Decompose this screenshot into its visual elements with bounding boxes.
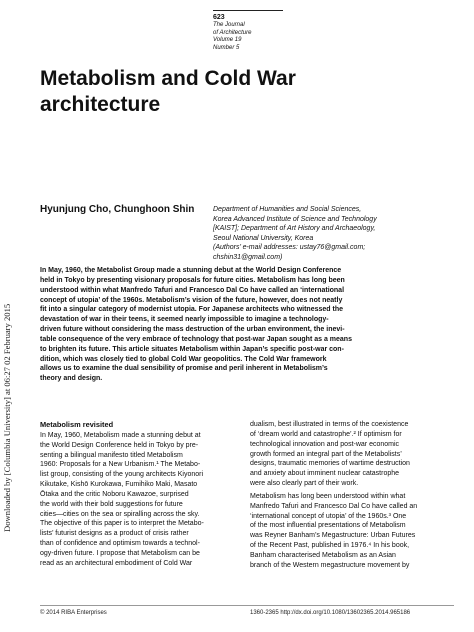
abstract-line: concept of utopia’ of the 1960s. Metabolism’s vision of the future, however, does not neatly: [40, 296, 343, 304]
title-line: Metabolism and Cold War: [40, 67, 296, 90]
abstract-line: devastation of war in their teens, it seemed nearly impossible to imagine a technology-: [40, 316, 329, 324]
article-title: [40, 66, 460, 118]
download-note-text: Downloaded by [Columbia University] at 06:27 02 February 2015: [2, 303, 12, 532]
body-line: of ‘dream world and catastrophe’.² If optimism for: [250, 430, 402, 438]
download-watermark: [2, 172, 16, 532]
affiliation-line: chshin31@gmail.com): [213, 253, 283, 261]
body-line: branch of the Western megastructure movement by: [250, 561, 410, 569]
body-line: of the Recent Past, published in 1976.⁴ In his book,: [250, 542, 410, 550]
body-line: Kikutake, Kishō Kurokawa, Fumihiko Maki, Masato: [40, 481, 198, 489]
body-line: the world with their bold suggestions for future: [40, 500, 183, 508]
body-line: Ōtaka and the critic Noboru Kawazoe, surprised: [40, 490, 189, 498]
body-line: Banham characterised Metabolism as an Asian: [250, 551, 396, 559]
body-line: was Reyner Banham’s Megastructure: Urban Futures: [250, 532, 416, 540]
abstract-line: theory and design.: [40, 375, 103, 383]
abstract-line: driven future without considering the mass destruction of the urban environment, the inevi-: [40, 326, 345, 334]
body-line: than of confidence and optimism towards a technol-: [40, 540, 200, 548]
abstract-line: allows us to examine the dual sensibility of promise and peril inherent in Metabolism’s: [40, 365, 328, 373]
abstract-line: to brighten its future. This article situates Metabolism within Japan’s specific post-war con-: [40, 345, 344, 353]
page-number: 623: [213, 14, 225, 21]
body-line: dualism, best illustrated in terms of the coexistence: [250, 421, 409, 428]
body-line: senting a bilingual manifesto titled Metabolism: [40, 451, 183, 459]
body-line: read as an architectural embodiment of Cold War: [40, 559, 193, 567]
affiliation-line: (Authors’ e-mail addresses: ustay76@gmail.com;: [213, 244, 366, 252]
body-line: The objective of this paper is to interpret the Metabo-: [40, 520, 204, 528]
body-line: of the most influential presentations of Metabolism: [250, 522, 406, 530]
right-column: [250, 420, 456, 571]
body-line: list group, consisting of the young architects Kiyonori: [40, 471, 204, 479]
abstract-line: dition, which was closely tied to global Cold War geopolitics. The Cold War framework: [40, 355, 327, 363]
body-line: In May, 1960, Metabolism made a stunning debut at: [40, 431, 201, 439]
affiliation-line: Department of Humanities and Social Sciences,: [213, 206, 362, 213]
body-line: ‘international concept of utopia’ of the 1960s.³ One: [250, 512, 407, 520]
authors: Hyunjung Cho, Chunghoon Shin: [40, 204, 195, 215]
abstract: [40, 266, 452, 384]
body-line: Metabolism has long been understood within what: [250, 492, 406, 500]
body-line: and anxiety about imminent nuclear catastrophe: [250, 470, 400, 478]
section-heading: Metabolism revisited: [40, 420, 114, 429]
copyright-footer: © 2014 RIBA Enterprises: [40, 610, 107, 616]
body-line: growth formed an integral part of the Metabolists’: [250, 450, 402, 458]
body-line: designs, traumatic memories of wartime destruction: [250, 460, 410, 468]
abstract-line: fit into a singular category of modernist utopia. For Japanese architects who witnessed the: [40, 306, 344, 314]
body-line: were also clearly part of their work.: [250, 480, 359, 488]
body-line: the World Design Conference held in Tokyo by pre-: [40, 441, 199, 449]
affiliation-line: Korea Advanced Institute of Science and Technology: [213, 215, 377, 223]
journal-rule: [213, 10, 283, 11]
journal-line: The Journal: [213, 22, 245, 28]
title-line: architecture: [40, 93, 161, 116]
left-column: [40, 420, 246, 569]
body-line: cities—cities on the sea or spiralling across the sky.: [40, 510, 200, 518]
body-line: Manfredo Tafuri and Francesco Dal Co have called an: [250, 502, 418, 510]
body-line: 1960: Proposals for a New Urbanism.¹ The Metabo-: [40, 461, 201, 469]
affiliation-line: [KAIST]; Department of Art History and Archaeology,: [213, 225, 376, 233]
body-line: ogy-driven future. I propose that Metabolism can be: [40, 549, 200, 557]
footer-rule: [40, 605, 454, 606]
abstract-line: held in Tokyo by presenting visionary proposals for future cities. Metabolism has long been: [40, 276, 345, 284]
abstract-line: In May, 1960, the Metabolist Group made a stunning debut at the World Design Conference: [40, 267, 342, 274]
journal-header: [213, 10, 293, 52]
abstract-line: understood within what Manfredo Tafuri and Francesco Dal Co have called an ‘international: [40, 286, 345, 294]
body-line: technological innovation and post-war economic: [250, 440, 400, 448]
affiliation-line: Seoul National University, Korea: [213, 234, 314, 242]
journal-line: Volume 19: [213, 37, 242, 43]
journal-line: Number 5: [213, 44, 240, 51]
abstract-line: table consequence of the very embrace of technology that post-war Japan sought as a means: [40, 335, 352, 343]
affiliation: [213, 205, 453, 263]
body-line: lists’ futurist designs as a product of crisis rather: [40, 530, 189, 538]
journal-line: of Architecture: [213, 29, 252, 36]
doi-footer: 1360-2365 http://dx.doi.org/10.1080/13602365.2014.965186: [250, 610, 411, 616]
